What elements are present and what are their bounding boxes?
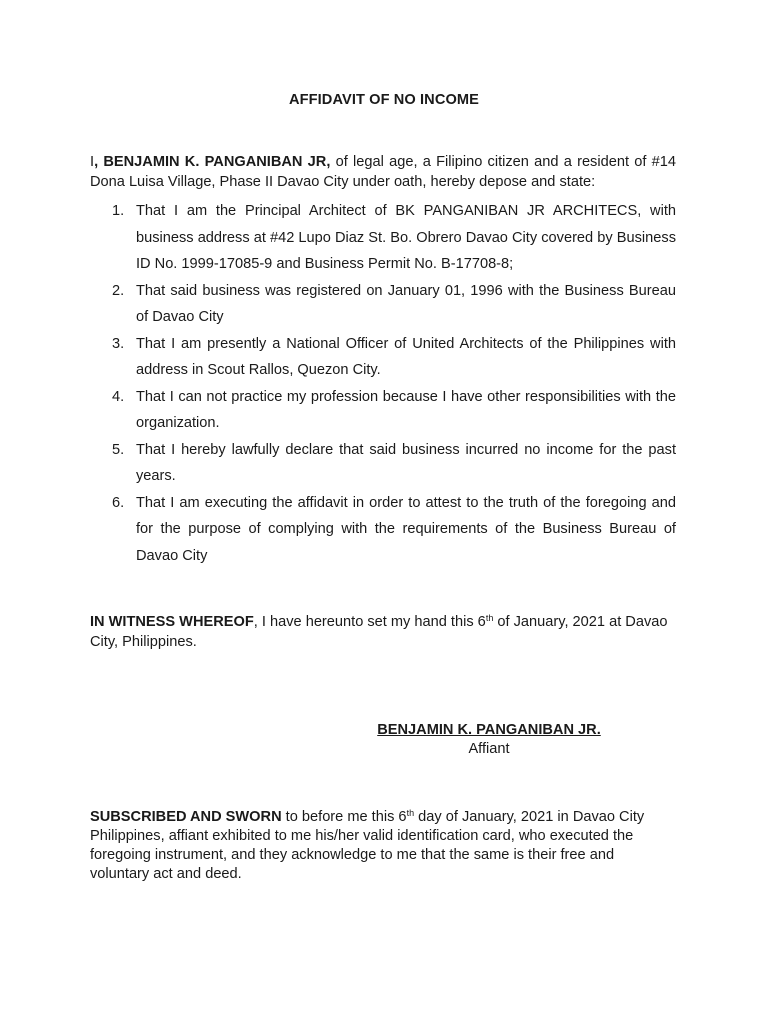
signature-role: Affiant: [468, 741, 510, 757]
list-item-text: That I am presently a National Officer of United Architects of the Philippines with address in Scout Rallos, Quezon City.: [136, 335, 676, 378]
list-item-text: That I am the Principal Architect of BK PANGANIBAN JR ARCHITECS, with business address at #42 Lupo Diaz St. Bo. Obrero Davao City covered by Business ID No. 1999-17085-9 and Business Permit No. B-17708-8;: [136, 203, 676, 272]
witness-text-start: , I have hereunto set my hand this 6: [253, 614, 486, 630]
signature-name: BENJAMIN K. PANGANIBAN JR.: [377, 722, 601, 738]
list-number: 4.: [112, 388, 125, 405]
affiant-name: , BENJAMIN K. PANGANIBAN JR,: [94, 154, 331, 170]
list-item-text: That I hereby lawfully declare that said business incurred no income for the past years.: [136, 441, 676, 484]
document-title: AFFIDAVIT OF NO INCOME: [288, 92, 479, 108]
list-number: 5.: [112, 441, 125, 458]
list-number: 3.: [112, 335, 125, 352]
list-item-text: That I can not practice my profession because I have other responsibilities with the organization.: [136, 388, 676, 431]
intro-text: of legal age, a Filipino citizen and a resident of #14 Dona Luisa Village, Phase II Davao City under oath, hereby depose and state:: [90, 154, 676, 190]
witness-paragraph: [90, 612, 676, 652]
statement-list: [90, 198, 676, 569]
list-item-text: That said business was registered on January 01, 1996 with the Business Bureau of Davao City: [136, 282, 676, 325]
list-number: 2.: [112, 282, 125, 299]
list-item: [90, 437, 676, 490]
list-item: [90, 278, 676, 331]
intro-pronoun: I: [90, 154, 95, 170]
list-item: [90, 331, 676, 384]
signature-block: [300, 721, 678, 759]
ordinal-suffix: th: [485, 613, 494, 623]
witness-text-end: of January, 2021 at Davao City, Philippines.: [90, 614, 668, 650]
list-item: [90, 490, 676, 570]
witness-heading: IN WITNESS WHEREOF: [90, 614, 254, 630]
list-number: 6.: [112, 494, 125, 511]
sworn-paragraph: [90, 808, 676, 884]
list-item: [90, 384, 676, 437]
list-item: [90, 198, 676, 278]
intro-paragraph: [90, 152, 676, 192]
list-item-text: That I am executing the affidavit in order to attest to the truth of the foregoing and for the purpose of complying with the requirements of the Business Bureau of Davao City: [136, 494, 676, 564]
ordinal-suffix: th: [406, 808, 415, 818]
sworn-heading: SUBSCRIBED AND SWORN: [90, 809, 282, 825]
sworn-text-end: day of January, 2021 in Davao City Philippines, affiant exhibited to me his/her valid identification card, who executed the foregoing instrument, and they acknowledge to me that the same is their free and voluntary act and deed.: [90, 809, 645, 882]
sworn-text-start: to before me this 6: [281, 809, 407, 825]
list-number: 1.: [112, 203, 125, 219]
